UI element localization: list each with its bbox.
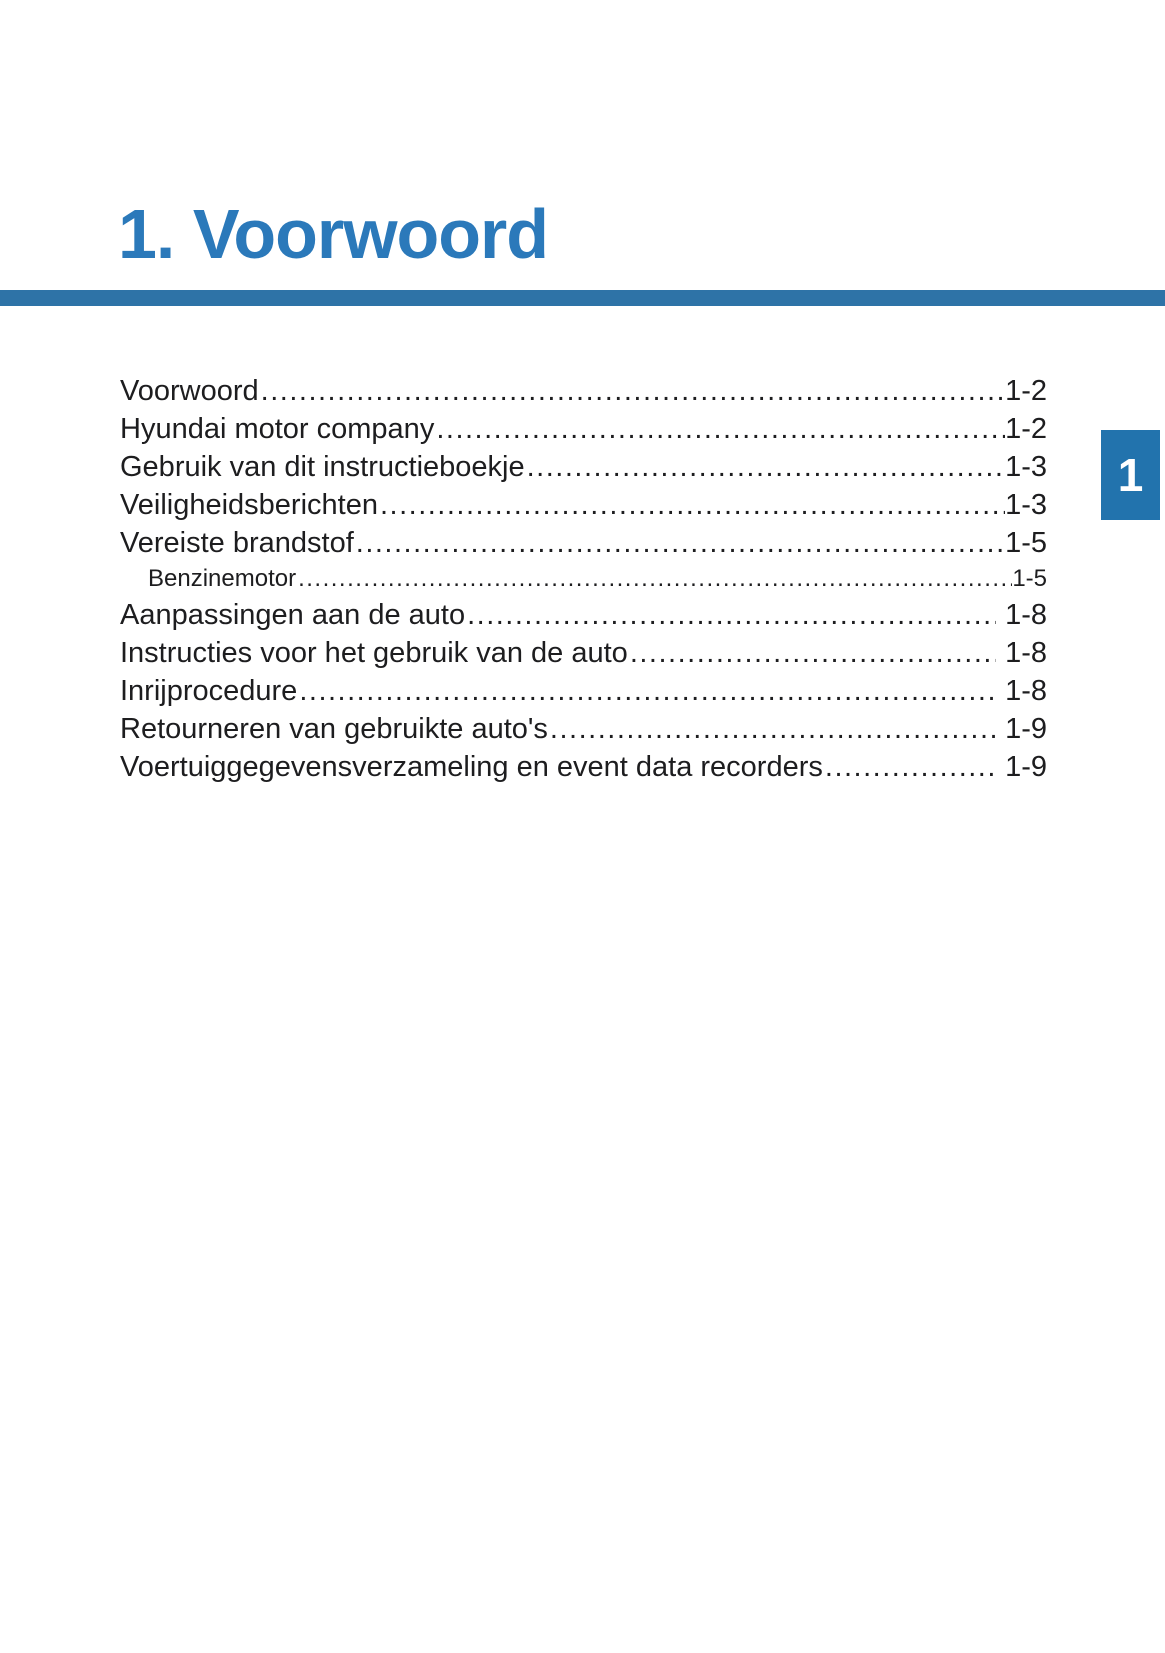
- toc-entry[interactable]: [120, 448, 1047, 486]
- chapter-tab: [1101, 430, 1160, 520]
- dot-leader: [297, 672, 996, 710]
- toc-entry-page: 1-2: [1005, 375, 1047, 407]
- toc-entry-label: Vereiste brandstof: [120, 527, 354, 559]
- toc-entry[interactable]: [120, 486, 1047, 524]
- toc-entry[interactable]: [120, 410, 1047, 448]
- dot-leader: [628, 634, 996, 672]
- dot-leader: [259, 372, 1005, 410]
- dot-leader: [296, 562, 1012, 596]
- toc-entry[interactable]: [120, 372, 1047, 410]
- toc-entry[interactable]: [120, 524, 1047, 562]
- toc-entry-page: 1-3: [1005, 489, 1047, 521]
- dot-leader: [354, 524, 1005, 562]
- toc-entry[interactable]: [120, 710, 1047, 748]
- toc-entry-label: Voorwoord: [120, 375, 259, 407]
- title-underline-rule: [0, 290, 1165, 306]
- toc-entry-label: Aanpassingen aan de auto: [120, 599, 466, 631]
- dot-leader: [548, 710, 996, 748]
- toc-entry[interactable]: [120, 596, 1047, 634]
- toc-entry-label: Retourneren van gebruikte auto's: [120, 713, 548, 745]
- toc-entry-label: Voertuiggegevensverzameling en event data recorders: [120, 751, 823, 783]
- chapter-tab-number: 1: [1117, 449, 1144, 501]
- chapter-title: 1. Voorwoord: [118, 195, 549, 273]
- toc-subentry[interactable]: [120, 562, 1047, 596]
- toc-entry-label: Gebruik van dit instructieboekje: [120, 451, 525, 483]
- toc-entry-page: 1-8: [1005, 675, 1047, 707]
- toc-entry[interactable]: [120, 634, 1047, 672]
- toc-entry[interactable]: [120, 748, 1047, 786]
- toc-entry-label: Hyundai motor company: [120, 413, 435, 445]
- dot-leader: [465, 596, 996, 634]
- dot-leader: [525, 448, 1005, 486]
- toc-entry-page: 1-9: [1005, 713, 1047, 745]
- toc-entry-label: Benzinemotor: [148, 565, 297, 592]
- toc-entry-page: 1-3: [1005, 451, 1047, 483]
- toc-entry[interactable]: [120, 672, 1047, 710]
- toc-entry-label: Instructies voor het gebruik van de auto: [120, 637, 628, 669]
- toc-entry-page: 1-2: [1005, 413, 1047, 445]
- dot-leader: [823, 748, 996, 786]
- toc-entry-page: 1-8: [1005, 599, 1047, 631]
- toc-entry-label: Veiligheidsberichten: [120, 489, 378, 521]
- toc-entry-page: 1-5: [1005, 527, 1047, 559]
- toc-entry-label: Inrijprocedure: [120, 675, 298, 707]
- toc-entry-page: 1-9: [1005, 751, 1047, 783]
- toc-entry-page: 1-5: [1012, 565, 1047, 592]
- table-of-contents: [120, 372, 1047, 786]
- toc-entry-page: 1-8: [1005, 637, 1047, 669]
- dot-leader: [378, 486, 1005, 524]
- dot-leader: [434, 410, 1005, 448]
